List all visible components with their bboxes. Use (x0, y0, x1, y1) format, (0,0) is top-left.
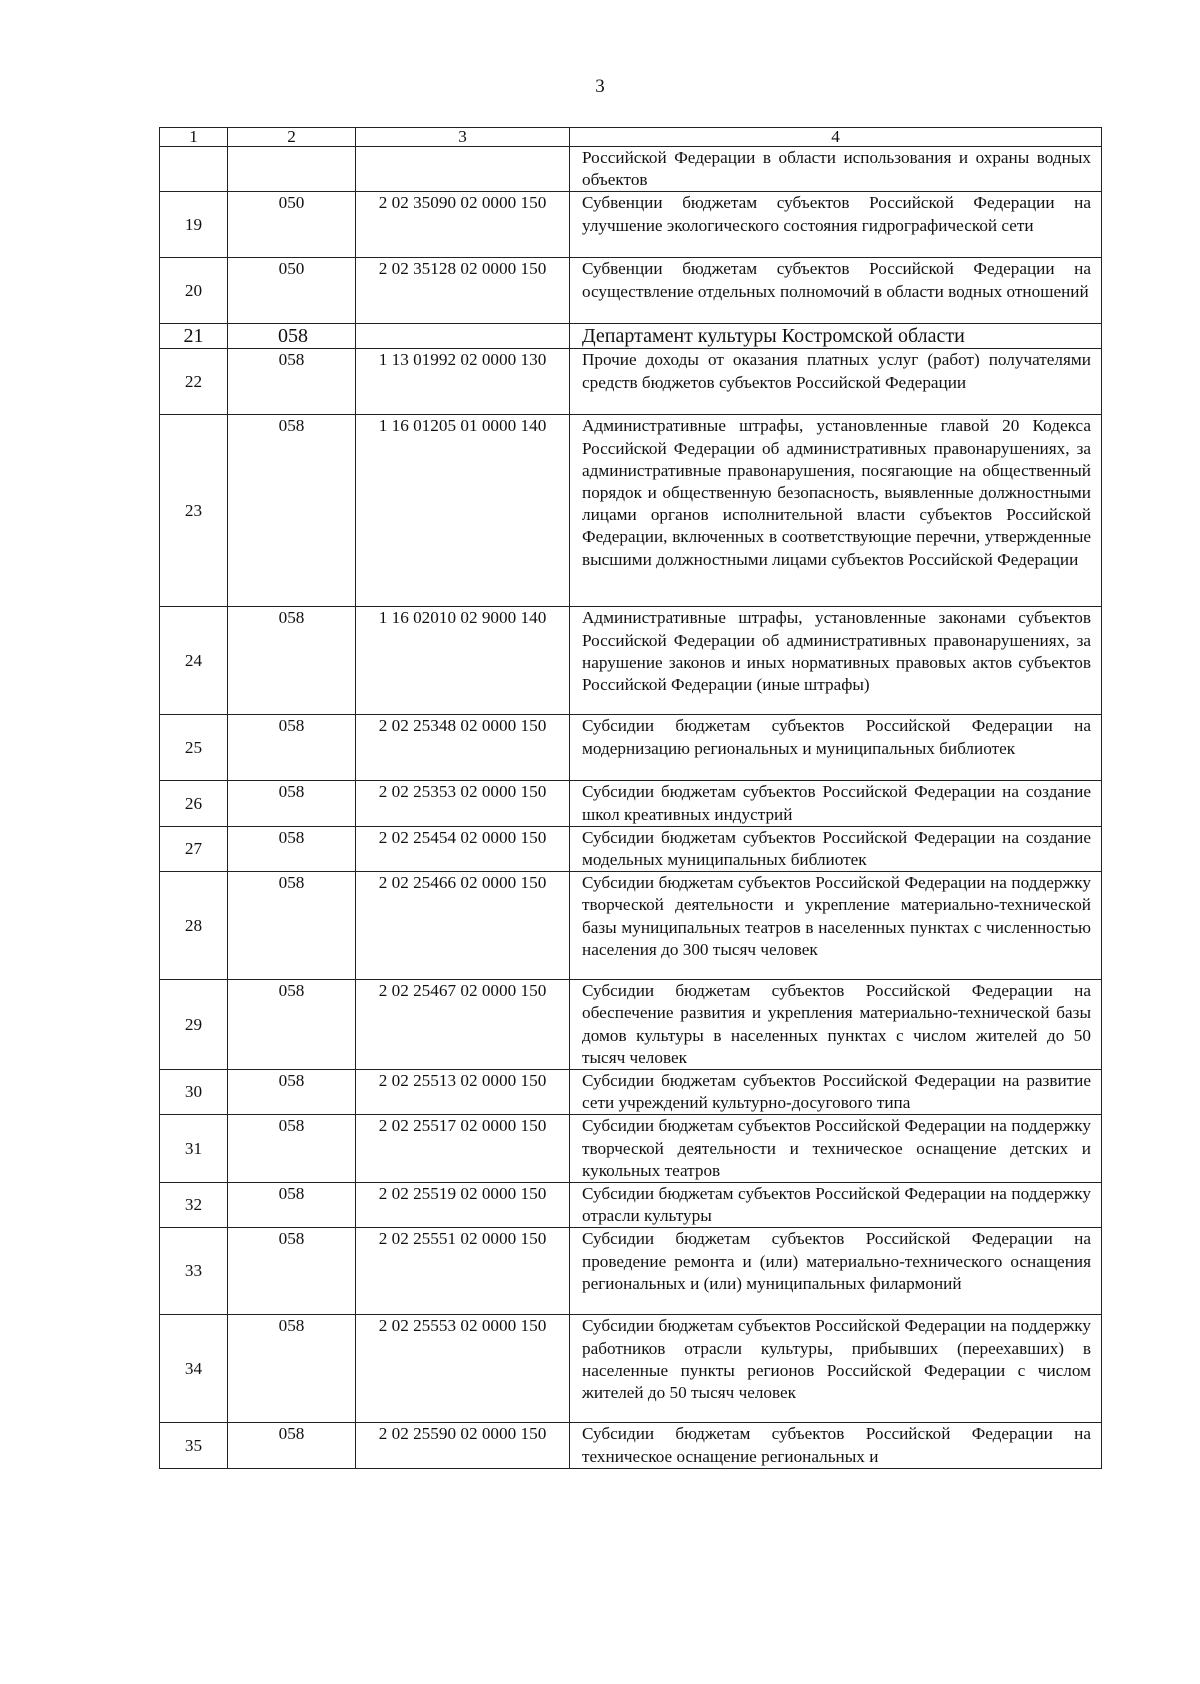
revenue-code-cell: 1 16 02010 02 9000 140 (356, 607, 570, 715)
admin-code-cell: 058 (228, 715, 356, 781)
revenue-code-cell: 2 02 25467 02 0000 150 (356, 980, 570, 1070)
description-cell: Субсидии бюджетам субъектов Российской Федерации на создание модельных муниципальных библиотек (570, 826, 1102, 871)
admin-code-cell: 058 (228, 1115, 356, 1183)
admin-code-cell: 058 (228, 826, 356, 871)
revenue-code-cell: 2 02 25353 02 0000 150 (356, 781, 570, 826)
header-cell: 4 (570, 128, 1102, 147)
table-row (160, 1070, 1102, 1115)
revenue-code-cell (356, 324, 570, 349)
department-row (160, 324, 1102, 349)
description-cell: Субсидии бюджетам субъектов Российской Федерации на развитие сети учреждений культурно-досугового типа (570, 1070, 1102, 1115)
admin-code-cell: 058 (228, 980, 356, 1070)
description-cell: Субвенции бюджетам субъектов Российской Федерации на осуществление отдельных полномочий в области водных отношений (570, 258, 1102, 324)
description-cell: Субсидии бюджетам субъектов Российской Федерации на модернизацию региональных и муниципальных библиотек (570, 715, 1102, 781)
table-row (160, 1183, 1102, 1228)
revenue-code-cell: 1 16 01205 01 0000 140 (356, 415, 570, 607)
header-cell: 3 (356, 128, 570, 147)
admin-code-cell: 058 (228, 1070, 356, 1115)
description-cell: Административные штрафы, установленные главой 20 Кодекса Российской Федерации об административных правонарушениях, за административные правонарушения, посягающие на общественный порядок и общественную безопасность, выявленные должностными лицами органов исполнительной власти субъектов Российской Федерации, включенных в соответствующие перечни, утвержденные высшими должностными лицами субъектов Российской Федерации (570, 415, 1102, 607)
table-row (160, 826, 1102, 871)
revenue-code-cell: 2 02 35128 02 0000 150 (356, 258, 570, 324)
description-cell: Субсидии бюджетам субъектов Российской Федерации на создание школ креативных индустрий (570, 781, 1102, 826)
row-number-cell: 32 (160, 1183, 228, 1228)
table-row (160, 1315, 1102, 1423)
description-cell: Субсидии бюджетам субъектов Российской Федерации на техническое оснащение региональных и (570, 1423, 1102, 1468)
description-cell: Департамент культуры Костромской области (570, 324, 1102, 349)
description-cell: Административные штрафы, установленные законами субъектов Российской Федерации об административных правонарушениях, за нарушение законов и иных нормативных правовых актов субъектов Российской Федерации (иные штрафы) (570, 607, 1102, 715)
admin-code-cell: 058 (228, 1423, 356, 1468)
revenue-code-cell: 2 02 25590 02 0000 150 (356, 1423, 570, 1468)
admin-code-cell: 058 (228, 781, 356, 826)
row-number-cell: 34 (160, 1315, 228, 1423)
row-number-cell: 25 (160, 715, 228, 781)
row-number-cell: 19 (160, 192, 228, 258)
table-row (160, 872, 1102, 980)
admin-code-cell: 058 (228, 415, 356, 607)
admin-code-cell: 058 (228, 607, 356, 715)
row-number-cell: 35 (160, 1423, 228, 1468)
table-row (160, 192, 1102, 258)
admin-code-cell (228, 147, 356, 192)
table-row (160, 607, 1102, 715)
revenue-code-cell: 2 02 25553 02 0000 150 (356, 1315, 570, 1423)
row-number-cell: 26 (160, 781, 228, 826)
table-row (160, 980, 1102, 1070)
revenue-code-cell: 2 02 25517 02 0000 150 (356, 1115, 570, 1183)
revenue-code-cell: 2 02 25348 02 0000 150 (356, 715, 570, 781)
continuation-row (160, 147, 1102, 192)
revenue-code-cell: 2 02 25454 02 0000 150 (356, 826, 570, 871)
admin-code-cell: 058 (228, 1228, 356, 1315)
admin-code-cell: 058 (228, 349, 356, 415)
revenue-code-cell: 2 02 35090 02 0000 150 (356, 192, 570, 258)
description-cell: Субвенции бюджетам субъектов Российской Федерации на улучшение экологического состояния гидрографической сети (570, 192, 1102, 258)
row-number-cell: 29 (160, 980, 228, 1070)
row-number-cell: 28 (160, 872, 228, 980)
description-cell: Субсидии бюджетам субъектов Российской Федерации на поддержку творческой деятельности и укрепление материально-технической базы муниципальных театров в населенных пунктах с численностью населения до 300 тысяч человек (570, 872, 1102, 980)
row-number-cell: 23 (160, 415, 228, 607)
row-number-cell: 22 (160, 349, 228, 415)
row-number-cell: 33 (160, 1228, 228, 1315)
admin-code-cell: 058 (228, 1183, 356, 1228)
table-row (160, 715, 1102, 781)
admin-code-cell: 050 (228, 258, 356, 324)
revenue-code-cell: 1 13 01992 02 0000 130 (356, 349, 570, 415)
row-number-cell: 24 (160, 607, 228, 715)
row-number-cell: 21 (160, 324, 228, 349)
revenue-code-cell: 2 02 25466 02 0000 150 (356, 872, 570, 980)
row-number-cell: 31 (160, 1115, 228, 1183)
admin-code-cell: 058 (228, 324, 356, 349)
header-cell: 1 (160, 128, 228, 147)
revenue-code-cell: 2 02 25551 02 0000 150 (356, 1228, 570, 1315)
row-number-cell: 20 (160, 258, 228, 324)
description-cell: Субсидии бюджетам субъектов Российской Федерации на поддержку работников отрасли культуры, прибывших (переехавших) в населенные пункты регионов Российской Федерации с числом жителей до 50 тысяч человек (570, 1315, 1102, 1423)
admin-code-cell: 058 (228, 1315, 356, 1423)
description-cell: Российской Федерации в области использования и охраны водных объектов (570, 147, 1102, 192)
table-row (160, 1423, 1102, 1468)
description-cell: Субсидии бюджетам субъектов Российской Федерации на поддержку творческой деятельности и техническое оснащение детских и кукольных театров (570, 1115, 1102, 1183)
revenue-codes-table (159, 127, 1102, 1469)
table-header-row (160, 128, 1102, 147)
table-row (160, 349, 1102, 415)
table-row (160, 415, 1102, 607)
row-number-cell: 27 (160, 826, 228, 871)
revenue-code-cell: 2 02 25519 02 0000 150 (356, 1183, 570, 1228)
page-number: 3 (595, 76, 605, 97)
row-number-cell: 30 (160, 1070, 228, 1115)
table-row (160, 1115, 1102, 1183)
description-cell: Субсидии бюджетам субъектов Российской Федерации на поддержку отрасли культуры (570, 1183, 1102, 1228)
revenue-code-cell (356, 147, 570, 192)
description-cell: Субсидии бюджетам субъектов Российской Федерации на обеспечение развития и укрепления материально-технической базы домов культуры в населенных пунктах с числом жителей до 50 тысяч человек (570, 980, 1102, 1070)
description-cell: Прочие доходы от оказания платных услуг (работ) получателями средств бюджетов субъектов Российской Федерации (570, 349, 1102, 415)
admin-code-cell: 058 (228, 872, 356, 980)
table-row (160, 258, 1102, 324)
revenue-code-cell: 2 02 25513 02 0000 150 (356, 1070, 570, 1115)
description-cell: Субсидии бюджетам субъектов Российской Федерации на проведение ремонта и (или) материально-технического оснащения региональных и (или) муниципальных филармоний (570, 1228, 1102, 1315)
header-cell: 2 (228, 128, 356, 147)
table-row (160, 1228, 1102, 1315)
table-row (160, 781, 1102, 826)
admin-code-cell: 050 (228, 192, 356, 258)
row-number-cell (160, 147, 228, 192)
